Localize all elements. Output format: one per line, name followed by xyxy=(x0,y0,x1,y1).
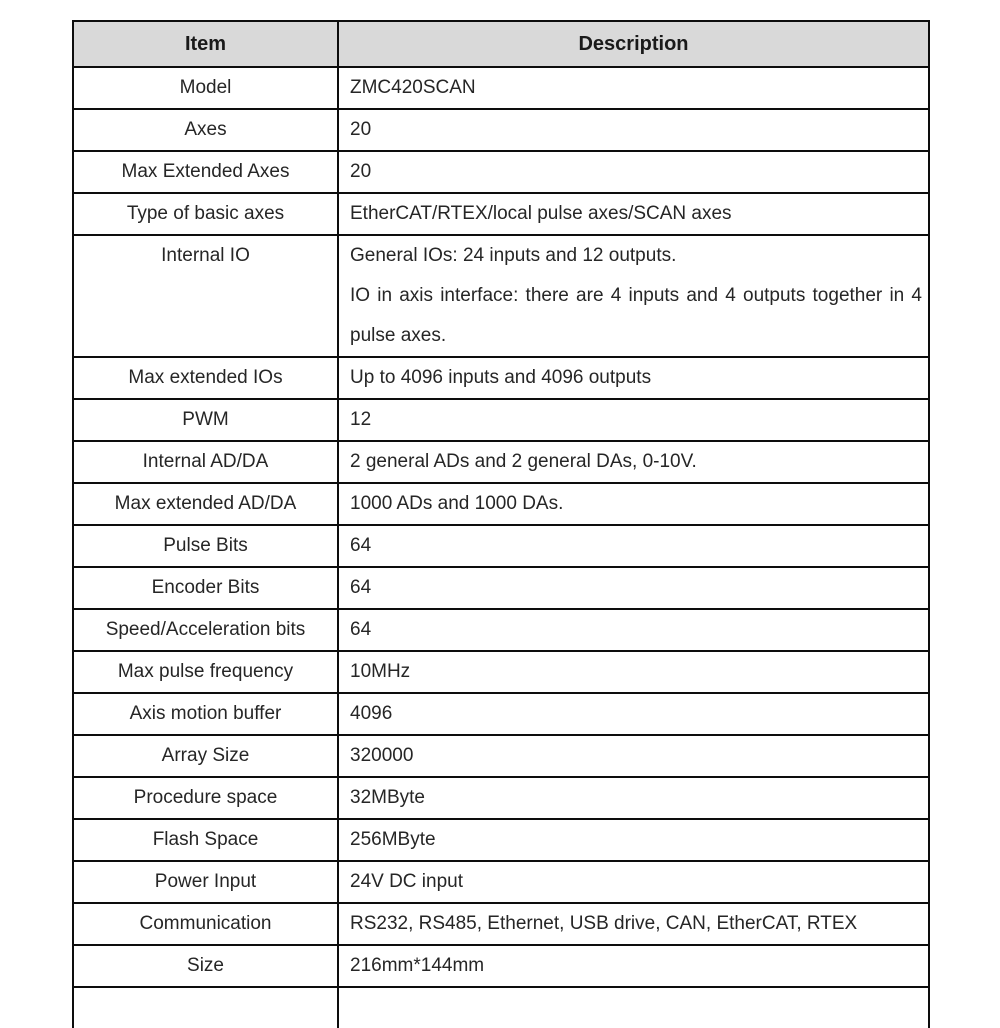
description-cell xyxy=(338,777,929,819)
spec-table xyxy=(72,20,930,1028)
table-row xyxy=(73,903,929,945)
item-cell: Pulse Bits xyxy=(73,525,338,567)
description-line: 64 xyxy=(350,619,372,640)
description-line: IO in axis interface: there are 4 inputs and 4 outputs together in 4 pulse axes. xyxy=(350,285,922,346)
item-cell: Procedure space xyxy=(73,777,338,819)
description-line: 20 xyxy=(350,119,372,140)
description-cell xyxy=(338,109,929,151)
table-row xyxy=(73,861,929,903)
table-row xyxy=(73,819,929,861)
description-cell xyxy=(338,945,929,987)
table-row xyxy=(73,651,929,693)
description-line: 2 general ADs and 2 general DAs, 0-10V. xyxy=(350,451,697,472)
description-cell xyxy=(338,819,929,861)
item-cell: Size xyxy=(73,945,338,987)
description-line: 4096 xyxy=(350,703,393,724)
description-cell xyxy=(338,609,929,651)
table-row xyxy=(73,609,929,651)
item-cell: Axes xyxy=(73,109,338,151)
spec-table-body xyxy=(73,67,929,1028)
description-cell xyxy=(338,357,929,399)
item-cell: Model xyxy=(73,67,338,109)
description-cell xyxy=(338,441,929,483)
description-cell xyxy=(338,735,929,777)
table-row xyxy=(73,193,929,235)
item-cell: Flash Space xyxy=(73,819,338,861)
table-row-partial xyxy=(73,987,929,1028)
description-cell xyxy=(338,861,929,903)
spec-table-header xyxy=(73,21,929,67)
description-cell xyxy=(338,235,929,357)
description-cell xyxy=(338,67,929,109)
item-cell: Type of basic axes xyxy=(73,193,338,235)
description-cell xyxy=(338,399,929,441)
description-line: 64 xyxy=(350,577,372,598)
table-row xyxy=(73,151,929,193)
description-cell xyxy=(338,525,929,567)
table-row xyxy=(73,777,929,819)
item-cell: Power Input xyxy=(73,861,338,903)
description-cell xyxy=(338,567,929,609)
column-header-item: Item xyxy=(73,21,338,67)
item-cell: Encoder Bits xyxy=(73,567,338,609)
description-line: 256MByte xyxy=(350,829,436,850)
description-line: 1000 ADs and 1000 DAs. xyxy=(350,493,564,514)
description-line: EtherCAT/RTEX/local pulse axes/SCAN axes xyxy=(350,203,732,224)
table-row xyxy=(73,483,929,525)
item-cell: PWM xyxy=(73,399,338,441)
table-row xyxy=(73,441,929,483)
spec-table-container xyxy=(72,20,930,1028)
description-line: 216mm*144mm xyxy=(350,955,485,976)
header-row xyxy=(73,21,929,67)
table-row xyxy=(73,67,929,109)
column-header-description: Description xyxy=(338,21,929,67)
item-cell: Max pulse frequency xyxy=(73,651,338,693)
description-cell xyxy=(338,651,929,693)
item-cell: Communication xyxy=(73,903,338,945)
description-line: 32MByte xyxy=(350,787,425,808)
item-cell: Max extended IOs xyxy=(73,357,338,399)
description-line: Up to 4096 inputs and 4096 outputs xyxy=(350,367,652,388)
item-cell: Max extended AD/DA xyxy=(73,483,338,525)
table-row xyxy=(73,109,929,151)
description-cell xyxy=(338,903,929,945)
description-cell xyxy=(338,193,929,235)
table-row xyxy=(73,735,929,777)
description-line: General IOs: 24 inputs and 12 outputs. xyxy=(350,245,677,266)
table-row xyxy=(73,399,929,441)
description-cell xyxy=(338,987,929,1028)
table-row xyxy=(73,693,929,735)
description-cell xyxy=(338,483,929,525)
item-cell: Max Extended Axes xyxy=(73,151,338,193)
table-row xyxy=(73,945,929,987)
description-line: 10MHz xyxy=(350,661,411,682)
item-cell: Internal IO xyxy=(73,235,338,357)
item-cell: Speed/Acceleration bits xyxy=(73,609,338,651)
description-cell xyxy=(338,693,929,735)
description-line: ZMC420SCAN xyxy=(350,77,476,98)
description-line: 64 xyxy=(350,535,372,556)
description-line: 12 xyxy=(350,409,372,430)
description-line: 320000 xyxy=(350,745,414,766)
item-cell: Internal AD/DA xyxy=(73,441,338,483)
table-row xyxy=(73,525,929,567)
description-cell xyxy=(338,151,929,193)
description-line: RS232, RS485, Ethernet, USB drive, CAN, EtherCAT, RTEX xyxy=(350,913,858,934)
item-cell: Axis motion buffer xyxy=(73,693,338,735)
item-cell xyxy=(73,987,338,1028)
description-line: 20 xyxy=(350,161,372,182)
item-cell: Array Size xyxy=(73,735,338,777)
table-row xyxy=(73,235,929,357)
description-line: 24V DC input xyxy=(350,871,464,892)
table-row xyxy=(73,567,929,609)
table-row xyxy=(73,357,929,399)
